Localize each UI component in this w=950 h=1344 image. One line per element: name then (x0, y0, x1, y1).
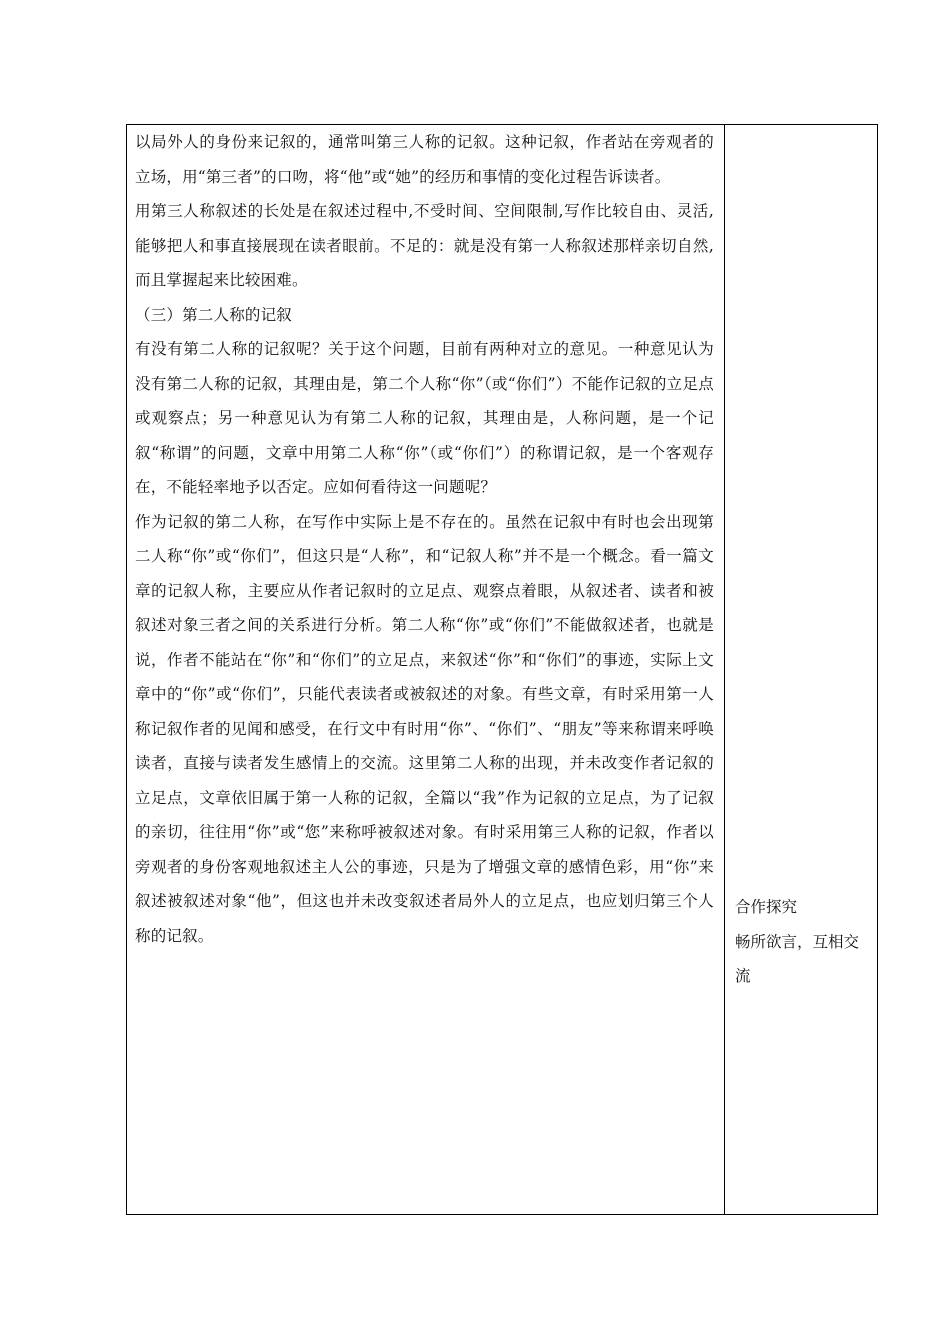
paragraph-second-person-debate: 有没有第二人称的记叙呢？关于这个问题，目前有两种对立的意见。一种意见认为没有第二人称的记叙，其理由是，第二个人称“你”（或“你们”）不能作记叙的立足点或观察点；另一种意见认为有第二人称的记叙，其理由是，人称问题，是一个记叙“称谓”的问题，文章中用第二人称“你”（或“你们”）的称谓记叙，是一个客观存在，不能轻率地予以否定。应如何看待这一问题呢？ (135, 340, 714, 496)
activity-description: 畅所欲言，互相交流 (735, 932, 860, 985)
paragraph-second-person-analysis: 作为记叙的第二人称，在写作中实际上是不存在的。虽然在记叙中有时也会出现第二人称“你”或“你们”，但这只是“人称”，和“记叙人称”并不是一个概念。看一篇文章的记叙人称，主要应从作者记叙时的立足点、观察点着眼，从叙述者、读者和被叙述对象三者之间的关系进行分析。第二人称“你”或“你们”不能做叙述者，也就是说，作者不能站在“你”和“你们”的立足点，来叙述“你”和“你们”的事迹，实际上文章中的“你”或“你们”，只能代表读者或被叙述的对象。有些文章，有时采用第一人称记叙作者的见闻和感受，在行文中有时用“你”、“你们”、“朋友”等来称谓来呼唤读者，直接与读者发生感情上的交流。这里第二人称的出现，并未改变作者记叙的立足点，文章依旧属于第一人称的记叙，全篇以“我”作为记叙的立足点，为了记叙的亲切，往往用“你”或“您”来称呼被叙述对象。有时采用第三人称的记叙，作者以旁观者的身份客观地叙述主人公的事迹，只是为了增强文章的感情色彩，用“你”来叙述被叙述对象“他”，但这也并未改变叙述者局外人的立足点，也应划归第三个人称的记叙。 (135, 512, 714, 945)
content-text (135, 125, 714, 953)
paragraph-third-person-definition: 以局外人的身份来记叙的，通常叫第三人称的记叙。这种记叙，作者站在旁观者的立场，用“第三者”的口吻，将“他”或“她”的经历和事情的变化过程告诉读者。 (135, 133, 714, 186)
activity-cell (725, 125, 878, 1215)
table-row (127, 125, 878, 1215)
section-heading-second-person: （三）第二人称的记叙 (135, 305, 293, 324)
content-cell (127, 125, 725, 1215)
activity-notes (735, 890, 869, 994)
activity-label: 合作探究 (735, 898, 798, 916)
lesson-table (126, 124, 878, 1215)
paragraph-third-person-pros-cons: 用第三人称叙述的长处是在叙述过程中,不受时间、空间限制,写作比较自由、灵活,能够把人和事直接展现在读者眼前。不足的：就是没有第一人称叙述那样亲切自然,而且掌握起来比较困难。 (135, 202, 714, 289)
